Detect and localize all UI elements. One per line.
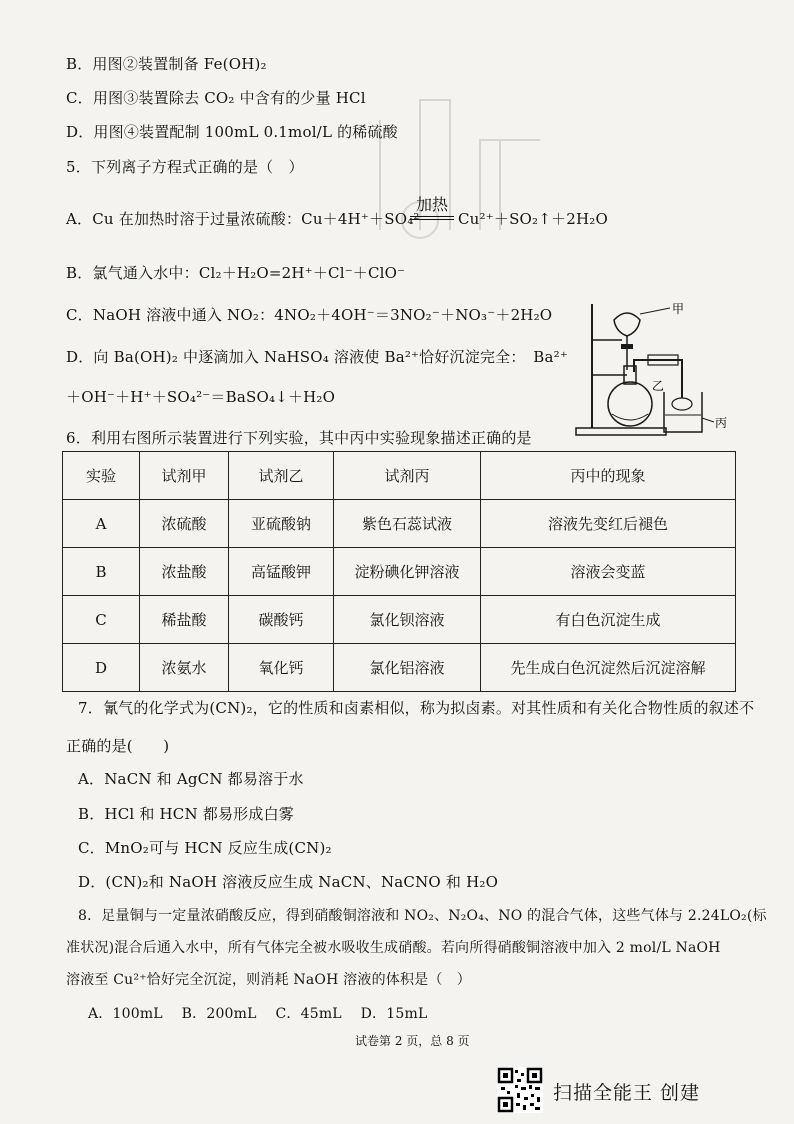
q5-option-a-right: Cu²⁺＋SO₂↑＋2H₂O [458,210,608,228]
equals-sign [410,216,454,220]
q7-option-c: C．MnO₂可与 HCN 反应生成(CN)₂ [78,839,332,857]
q4-option-d: D．用图④装置配制 100mL 0.1mol/L 的稀硫酸 [66,123,398,141]
label-bing: 丙 [715,416,728,430]
q8-stem-line1: 8．足量铜与一定量浓硝酸反应，得到硝酸铜溶液和 NO₂、N₂O₄、NO 的混合气体，这些气体与 2.24LO₂(标 [78,908,767,924]
table-cell: 碳酸钙 [229,596,334,644]
table-cell: 氧化钙 [229,644,334,692]
table-row [63,644,736,692]
q7-stem-line1: 7．氰气的化学式为(CN)₂，它的性质和卤素相似，称为拟卤素。对其性质和有关化合物性质的叙述不 [78,699,755,717]
q4-option-b: B．用图②装置制备 Fe(OH)₂ [66,55,267,73]
label-jia: 甲 [672,302,685,316]
q5-option-c: C．NaOH 溶液中通入 NO₂：4NO₂＋4OH⁻＝3NO₂⁻＋NO₃⁻＋2H₂O [66,306,553,324]
table-cell: D [63,644,140,692]
header-cell: 试剂甲 [140,452,229,500]
table-row [63,500,736,548]
q6-stem: 6．利用右图所示装置进行下列实验，其中丙中实验现象描述正确的是 [66,429,532,447]
table-cell: 高锰酸钾 [229,548,334,596]
q7-option-a: A．NaCN 和 AgCN 都易溶于水 [78,770,304,788]
q5-option-b: B．氯气通入水中：Cl₂＋H₂O=2H⁺＋Cl⁻＋ClO⁻ [66,264,406,282]
header-cell: 试剂乙 [229,452,334,500]
table-header-row [63,452,736,500]
q4-option-c: C．用图③装置除去 CO₂ 中含有的少量 HCl [66,89,366,107]
scanner-watermark: 扫描全能王 创建 [553,1082,701,1104]
table-cell: 氯化钡溶液 [334,596,481,644]
table-cell: 溶液会变蓝 [481,548,736,596]
experiment-table [62,451,736,692]
table-cell: B [63,548,140,596]
q5-option-d-line1: D．向 Ba(OH)₂ 中逐滴加入 NaHSO₄ 溶液使 Ba²⁺恰好沉淀完全： Ba²⁺ [66,348,568,366]
q5-stem: 5．下列离子方程式正确的是（ ） [66,158,304,176]
table-cell: 亚硫酸钠 [229,500,334,548]
q8-stem-line2: 准状况)混合后通入水中，所有气体完全被水吸收生成硝酸。若向所得硝酸铜溶液中加入 2 mol/L NaOH [66,940,721,956]
q8-options: A．100mL B．200mL C．45mL D．15mL [88,1006,428,1022]
table-cell: C [63,596,140,644]
table-cell: 溶液先变红后褪色 [481,500,736,548]
table-cell: 浓氨水 [140,644,229,692]
table-cell: 淀粉碘化钾溶液 [334,548,481,596]
heating-condition [410,192,454,220]
q7-stem-line2: 正确的是( ) [66,737,170,755]
table-cell: 浓硫酸 [140,500,229,548]
header-cell: 实验 [63,452,140,500]
q5-option-a-left: A．Cu 在加热时溶于过量浓硫酸：Cu＋4H⁺＋SO₄²⁻ [66,210,428,228]
qr-code-icon [497,1067,543,1113]
table-cell: 氯化铝溶液 [334,644,481,692]
table-row [63,596,736,644]
table-cell: 稀盐酸 [140,596,229,644]
header-cell: 试剂丙 [334,452,481,500]
table-cell: 紫色石蕊试液 [334,500,481,548]
q7-option-b: B．HCl 和 HCN 都易形成白雾 [78,805,294,823]
q7-option-d: D．(CN)₂和 NaOH 溶液反应生成 NaCN、NaCNO 和 H₂O [78,873,499,891]
heating-label: 加热 [415,195,448,214]
table-cell: A [63,500,140,548]
page-footer: 试卷第 2 页，总 8 页 [355,1034,470,1048]
apparatus-diagram [572,300,730,440]
table-cell: 有白色沉淀生成 [481,596,736,644]
header-cell: 丙中的现象 [481,452,736,500]
table-cell: 先生成白色沉淀然后沉淀溶解 [481,644,736,692]
q8-stem-line3: 溶液至 Cu²⁺恰好完全沉淀，则消耗 NaOH 溶液的体积是（ ） [66,972,471,988]
q5-option-d-line2: ＋OH⁻＋H⁺＋SO₄²⁻＝BaSO₄↓＋H₂O [66,388,336,406]
label-yi: 乙 [652,379,665,393]
table-cell: 浓盐酸 [140,548,229,596]
table-row [63,548,736,596]
